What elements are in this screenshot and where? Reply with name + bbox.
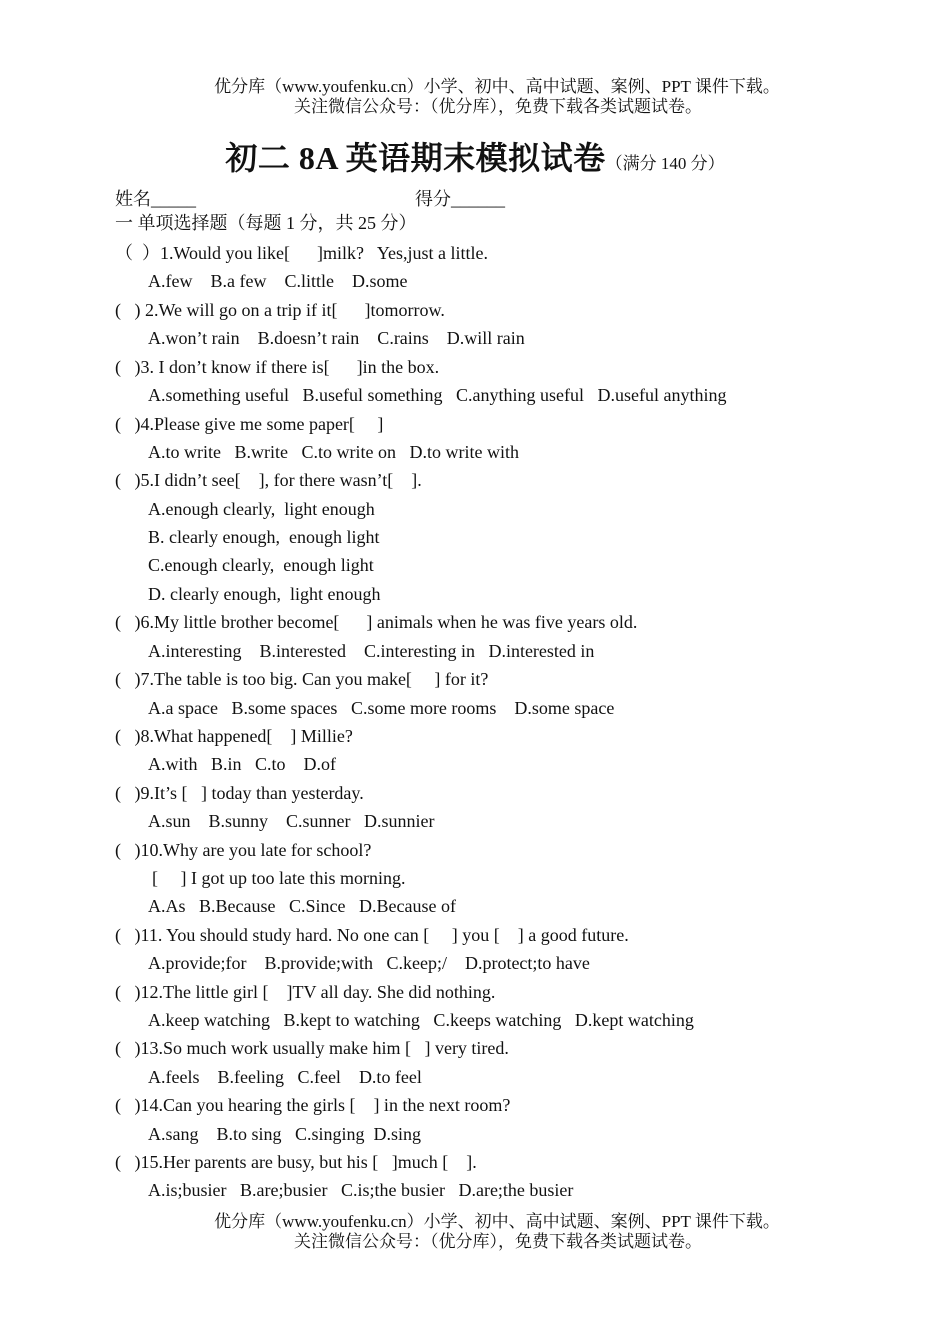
question-15: ( )15.Her parents are busy, but his [ ]much [ ]. bbox=[115, 1152, 477, 1172]
section-heading: 一 单项选择题（每题 1 分，共 25 分） bbox=[115, 213, 417, 233]
page-title bbox=[0, 133, 950, 179]
question-3: ( )3. I don’t know if there is[ ]in the box. bbox=[115, 357, 440, 377]
options-5-d: D. clearly enough, light enough bbox=[148, 584, 381, 604]
options-10: A.As B.Because C.Since D.Because of bbox=[148, 896, 456, 916]
options-5-c: C.enough clearly, enough light bbox=[148, 555, 374, 575]
footer-line-2: 关注微信公众号：（优分库），免费下载各类试题试卷。 bbox=[294, 1232, 702, 1251]
options-7: A.a space B.some spaces C.some more rooms D.some space bbox=[148, 698, 615, 718]
question-7: ( )7.The table is too big. Can you make[ ] for it? bbox=[115, 669, 489, 689]
options-5-a: A.enough clearly, light enough bbox=[148, 499, 375, 519]
question-1: （ ）1.Would you like[ ]milk? Yes,just a little. bbox=[115, 243, 489, 263]
question-2: ( ) 2.We will go on a trip if it[ ]tomorrow. bbox=[115, 300, 445, 320]
page-footer bbox=[0, 1212, 950, 1252]
options-9: A.sun B.sunny C.sunner D.sunnier bbox=[148, 811, 435, 831]
options-15: A.is;busier B.are;busier C.is;the busier D.are;the busier bbox=[148, 1180, 574, 1200]
title-sub: （满分 140 分） bbox=[605, 154, 725, 173]
options-1: A.few B.a few C.little D.some bbox=[148, 271, 408, 291]
options-12: A.keep watching B.kept to watching C.keeps watching D.kept watching bbox=[148, 1010, 694, 1030]
score-field: 得分______ bbox=[415, 189, 505, 209]
options-5-b: B. clearly enough, enough light bbox=[148, 527, 380, 547]
options-3: A.something useful B.useful something C.anything useful D.useful anything bbox=[148, 385, 727, 405]
footer-line-1: 优分库（www.youfenku.cn）小学、初中、高中试题、案例、PPT 课件下载。 bbox=[214, 1212, 780, 1231]
question-8: ( )8.What happened[ ] Millie? bbox=[115, 726, 353, 746]
options-6: A.interesting B.interested C.interesting in D.interested in bbox=[148, 641, 595, 661]
options-13: A.feels B.feeling C.feel D.to feel bbox=[148, 1067, 422, 1087]
student-info bbox=[115, 185, 505, 211]
question-10: ( )10.Why are you late for school? bbox=[115, 840, 372, 860]
title-main: 初二 8A 英语期末模拟试卷 bbox=[225, 140, 606, 176]
page-header bbox=[0, 77, 950, 117]
options-14: A.sang B.to sing C.singing D.sing bbox=[148, 1124, 422, 1144]
question-5: ( )5.I didn’t see[ ], for there wasn’t[ ]. bbox=[115, 470, 422, 490]
question-10-answer: [ ] I got up too late this morning. bbox=[152, 868, 406, 888]
options-8: A.with B.in C.to D.of bbox=[148, 754, 337, 774]
question-11: ( )11. You should study hard. No one can [ ] you [ ] a good future. bbox=[115, 925, 629, 945]
question-13: ( )13.So much work usually make him [ ] very tired. bbox=[115, 1038, 509, 1058]
header-line-1: 优分库（www.youfenku.cn）小学、初中、高中试题、案例、PPT 课件下载。 bbox=[214, 77, 780, 96]
header-line-2: 关注微信公众号：（优分库），免费下载各类试题试卷。 bbox=[294, 97, 702, 116]
question-14: ( )14.Can you hearing the girls [ ] in the next room? bbox=[115, 1095, 511, 1115]
question-12: ( )12.The little girl [ ]TV all day. She did nothing. bbox=[115, 982, 496, 1002]
options-11: A.provide;for B.provide;with C.keep;/ D.protect;to have bbox=[148, 953, 590, 973]
question-9: ( )9.It’s [ ] today than yesterday. bbox=[115, 783, 364, 803]
question-6: ( )6.My little brother become[ ] animals when he was five years old. bbox=[115, 612, 638, 632]
options-4: A.to write B.write C.to write on D.to write with bbox=[148, 442, 519, 462]
name-field: 姓名_____ bbox=[115, 189, 196, 209]
question-4: ( )4.Please give me some paper[ ] bbox=[115, 414, 384, 434]
options-2: A.won’t rain B.doesn’t rain C.rains D.will rain bbox=[148, 328, 525, 348]
